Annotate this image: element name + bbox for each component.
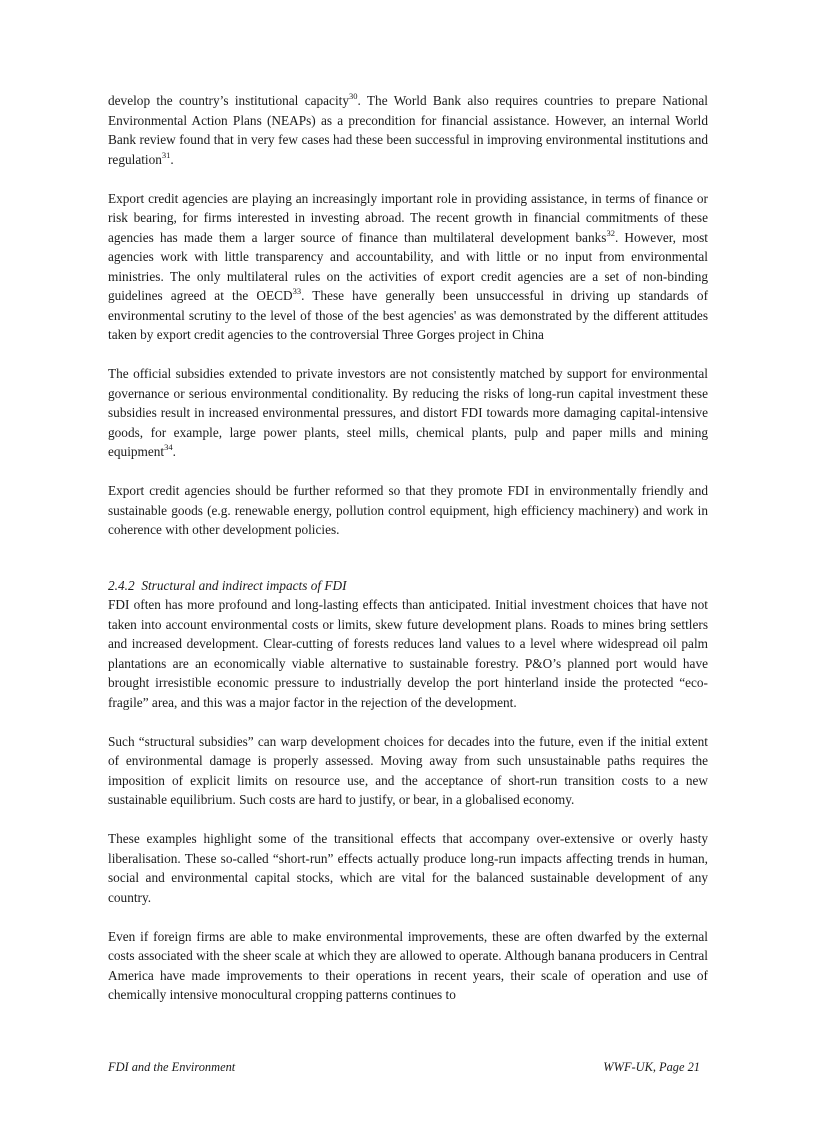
section-paragraph: Such “structural subsidies” can warp development choices for decades into the future, even if the initial extent of environmental damage is properly assessed. Moving away from such unsustainable paths requires the imposition of explicit limits on resource use, and the acceptance of short-run transition costs to a new sustainable equilibrium. Such costs are hard to justify, or bear, in a globalised economy. — [108, 733, 708, 807]
footnote-ref: 34 — [164, 442, 173, 452]
paragraph-text: . However, most agencies work with little transparency and accountability, and with little or no input from environmental ministries. The only multilateral rules on the activities of export credit agencies are a set of non-binding guidelines agreed at the OECD — [108, 229, 708, 303]
page-content — [108, 91, 708, 1024]
footnote-ref: 32 — [606, 227, 615, 238]
body-paragraph — [108, 189, 708, 345]
section-paragraph: FDI often has more profound and long-lasting effects than anticipated. Initial investment choices that have not taken into account environmental costs or limits, skew future development plans. Roads to mines bring settlers and increased development. Clear-cutting of forests reduces land values to a level where widespread oil palm plantations are an economically viable alternative to sustainable forestry. P&O’s planned port would have brought irresistible economic pressure to industrially develop the port hinterland inside the protected “eco-fragile” area, and this was a major factor in the rejection of the development. — [108, 597, 708, 710]
footer-page-label: WWF-UK, Page 21 — [603, 1060, 700, 1074]
page-footer — [108, 1060, 700, 1075]
paragraph-text: Export credit agencies are playing an increasingly important role in providing assistance, in terms of finance or risk bearing, for firms interested in investing abroad. The recent growth in financial commitments of these agencies has made them a larger source of finance than multilateral development banks — [108, 190, 708, 245]
paragraph-text: The official subsidies extended to private investors are not consistently matched by support for environmental governance or serious environmental conditionality. By reducing the risks of long-run capital investment these subsidies result in increased environmental pressures, and distort FDI towards more damaging capital-intensive goods, for example, large power plants, steel mills, chemical plants, pulp and paper mills and mining equipment — [108, 366, 708, 459]
section-number: 2.4.2 — [108, 577, 135, 593]
body-paragraph — [108, 91, 708, 169]
paragraph-text: . These have generally been unsuccessful in driving up standards of environmental scrutiny to the level of those of the best agencies' as was demonstrated by the different attitudes taken by export credit agencies to the controversial Three Gorges project in China — [108, 288, 708, 342]
paragraph-text: . — [172, 444, 176, 459]
paragraph-text: Export credit agencies should be further reformed so that they promote FDI in environmentally friendly and sustainable goods (e.g. renewable energy, pollution control equipment, high efficiency machinery) and work in coherence with other development policies. — [108, 483, 708, 537]
section-title: Structural and indirect impacts of FDI — [141, 577, 347, 593]
footnote-ref: 31 — [161, 149, 171, 160]
body-paragraph — [108, 481, 708, 540]
paragraph-text: . The World Bank also requires countries to prepare National Environmental Action Plans (NEAPs) as a precondition for financial assistance. However, an internal World Bank review found that in very few cases had these been successful in improving environmental institutions and regulation — [108, 93, 708, 167]
section-paragraph: Even if foreign firms are able to make environmental improvements, these are often dwarfed by the external costs associated with the sheer scale at which they are allowed to operate. Although banana producers in Central America have made improvements to their operations in recent years, their scale of operation and use of chemically intensive monocultural cropping patterns continues to — [108, 928, 708, 1002]
intro-paragraphs — [108, 91, 708, 540]
paragraph-text: . — [170, 151, 174, 167]
section-heading — [108, 576, 708, 596]
footnote-ref: 30 — [349, 91, 358, 101]
footnote-ref: 33 — [292, 286, 302, 296]
footer-document-title: FDI and the Environment — [108, 1060, 236, 1074]
paragraph-text: develop the country’s institutional capacity — [108, 93, 349, 108]
section-paragraph: These examples highlight some of the transitional effects that accompany over-extensive or overly hasty liberalisation. These so-called “short-run” effects actually produce long-run impacts affecting trends in human, social and environmental capital stocks, which are vital for the balanced sustainable development of any country. — [108, 831, 708, 905]
body-paragraph — [108, 364, 708, 462]
